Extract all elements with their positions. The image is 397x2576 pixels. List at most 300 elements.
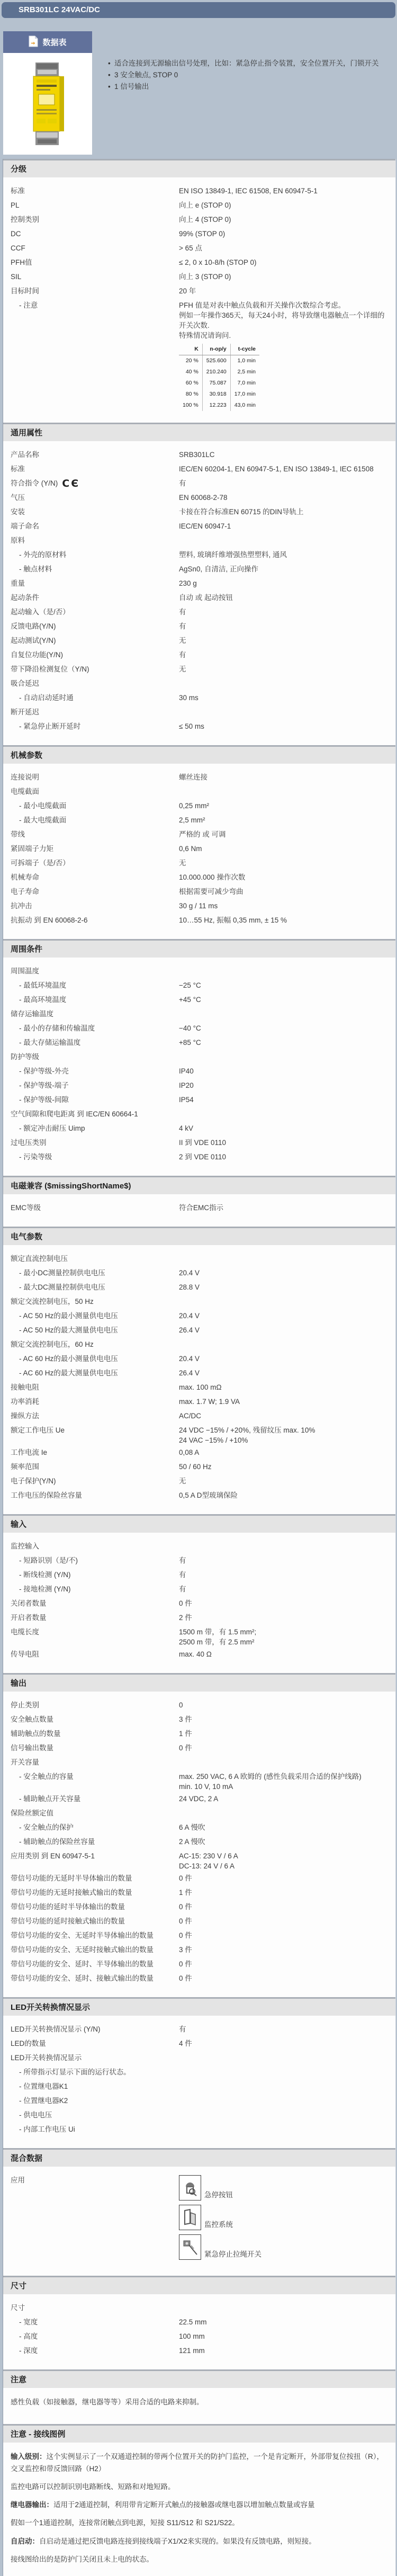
row-value: [179, 913, 395, 925]
spec-row: [3, 576, 395, 591]
row-label: - 最低环境温度: [19, 981, 67, 989]
spec-row: [3, 1309, 395, 1323]
bullet-item: • 适合连接到无源输出信号处理，比如：紧急停止指令装置，安全位置开关，门锁开关: [108, 58, 393, 69]
row-value: [179, 842, 395, 854]
spec-row: [3, 448, 395, 462]
spec-row: [3, 1423, 395, 1445]
row-value: [179, 1943, 395, 1955]
value-line: 2,5 mm²: [179, 816, 205, 824]
row-label: 过电压类别: [11, 1139, 47, 1147]
row-value: [179, 1366, 395, 1378]
spec-row: [3, 870, 395, 884]
value-line: −25 °C: [179, 981, 201, 989]
row-label: 工作电压的保险丝容量: [11, 1491, 82, 1499]
row-label: EMC等级: [11, 1204, 41, 1212]
value-line: 有: [179, 608, 186, 616]
row-label: 带信号功能的安全、无延时半导体输出的数量: [11, 1931, 154, 1939]
spec-row: [3, 1135, 395, 1150]
row-value: [179, 605, 395, 617]
section-header: 输出: [3, 1673, 395, 1692]
row-value: [179, 1755, 395, 1757]
row-value: [179, 1698, 395, 1710]
paragraph: 继电器输出：适用于2通道控制，利用带肯定断开式触点的接触器或继电器以增加触点数量或容量: [11, 2501, 315, 2509]
spec-row: [3, 1266, 395, 1280]
section-body: [3, 441, 395, 737]
section-body: [3, 1533, 395, 1665]
k-table-cell: 7,0 min: [230, 378, 259, 389]
row-value: [179, 1769, 395, 1792]
spec-row: [3, 2079, 395, 2094]
spec-row: [3, 842, 395, 856]
row-label: 接触电阻: [11, 1383, 39, 1391]
row-value: [179, 1712, 395, 1724]
row-value: [179, 1121, 395, 1133]
spec-row: [3, 1366, 395, 1380]
spec-row: [3, 1201, 395, 1215]
value-line: 26.4 V: [179, 1369, 200, 1377]
row-value: [179, 1093, 395, 1105]
row-label: 电缆截面: [11, 788, 39, 795]
spec-row: [3, 490, 395, 505]
spec-row: [3, 1849, 395, 1871]
spec-row: [3, 255, 395, 270]
row-value: [179, 1394, 395, 1407]
row-label: 安全触点数量: [11, 1715, 53, 1723]
value-line: PFH 值是对表中触点负载和开关操作次数综合考虑。: [179, 301, 346, 309]
row-value: [179, 1488, 395, 1500]
row-value: [179, 1201, 395, 1213]
spec-row: [3, 813, 395, 827]
row-label: PFH值: [11, 258, 32, 266]
row-label: 频率范围: [11, 1463, 39, 1471]
row-value: [179, 1135, 395, 1148]
row-value: [179, 1971, 395, 1983]
value-line: IEC/EN 60204-1, EN 60947-5-1, EN ISO 13849-1, IEC 61508: [179, 465, 374, 473]
spec-row: [3, 2051, 395, 2065]
row-label: 应用类别 到 EN 60947-5-1: [11, 1852, 95, 1860]
row-value: [179, 1568, 395, 1580]
row-label: - AC 50 Hz的最小测量供电电压: [19, 1312, 118, 1320]
value-line: 有: [179, 651, 186, 659]
value-line: 0 件: [179, 1744, 192, 1752]
row-label: - AC 50 Hz的最大测量供电电压: [19, 1326, 118, 1334]
value-line: 0 件: [179, 1903, 192, 1911]
row-label: - 深度: [19, 2347, 38, 2355]
spec-row: [3, 2022, 395, 2036]
row-label: 额定交流控制电压，60 Hz: [11, 1340, 94, 1348]
section-header: 注意: [3, 2369, 395, 2388]
row-label: - 最小DC测量控制供电电压: [19, 1269, 105, 1277]
k-table-cell: 20 %: [185, 357, 198, 364]
value-line: 自动 或 起动按钮: [179, 594, 233, 602]
row-label: 符合指令 (Y/N) CЄ: [11, 478, 80, 489]
row-value: [179, 241, 395, 253]
k-table-cell: 40 %: [185, 369, 198, 375]
value-line: 卡接在符合标准EN 60715 的DIN导轨上: [179, 508, 304, 516]
value-line: IP54: [179, 1096, 194, 1104]
value-line: 有: [179, 622, 186, 630]
spec-row: [3, 1914, 395, 1928]
spec-panel: [3, 159, 396, 2576]
monitoring-system-icon: [179, 2205, 201, 2230]
value-line: 0,08 A: [179, 1448, 200, 1456]
row-value: [179, 813, 395, 825]
value-line: +45 °C: [179, 996, 201, 1004]
row-label: 断开延迟: [11, 708, 39, 716]
section-header: 机械参数: [3, 745, 395, 764]
row-label: 防护等级: [11, 1053, 39, 1061]
row-label: 产品名称: [11, 451, 39, 459]
row-value: [179, 1474, 395, 1486]
row-label: - 最小电缆截面: [19, 802, 67, 810]
row-label: 应用: [11, 2176, 25, 2184]
value-line: 0 件: [179, 1960, 192, 1968]
value-line: IP40: [179, 1067, 194, 1075]
row-label: DC: [11, 230, 21, 238]
spec-row: [3, 1596, 395, 1611]
section-body: [3, 2167, 395, 2267]
datasheet-card-title: 数据表: [42, 38, 67, 47]
row-value: [179, 2122, 395, 2124]
row-label: 抗振动 到 EN 60068-2-6: [11, 916, 88, 924]
row-value: [179, 992, 395, 1005]
row-label: - 位置继电器K2: [19, 2097, 68, 2105]
spec-row: [3, 1488, 395, 1502]
value-line: 22.5 mm: [179, 2318, 207, 2326]
row-value: [179, 705, 395, 707]
spec-row: [3, 1806, 395, 1820]
spec-row: [3, 533, 395, 548]
spec-row: [3, 298, 395, 411]
spec-row: [3, 913, 395, 927]
spec-row: [3, 2301, 395, 2315]
row-value: [179, 964, 395, 966]
value-line: 向上 3 (STOP 0): [179, 273, 231, 281]
value-line: 10…55 Hz, 振幅 0,35 mm, ± 15 %: [179, 916, 287, 924]
value-line: 28.8 V: [179, 1283, 200, 1291]
bullet-list: [92, 31, 397, 155]
application-icon-caption: 监控系统: [204, 2221, 233, 2229]
row-label: 周围温度: [11, 967, 39, 975]
spec-row: [3, 719, 395, 734]
row-label: 开关容量: [11, 1758, 39, 1766]
k-table-cell: 17,0 min: [230, 389, 259, 400]
value-line: 6 A 慢吹: [179, 1823, 205, 1831]
spec-row: [3, 462, 395, 476]
row-value: [179, 1078, 395, 1090]
value-line: 0 件: [179, 1931, 192, 1939]
spec-row: [3, 662, 395, 676]
row-label: - 安全触点的保护: [19, 1823, 74, 1831]
datasheet-icon: [29, 35, 38, 49]
k-table: [179, 344, 259, 411]
datasheet-card-header: [3, 31, 92, 53]
spec-row: [3, 619, 395, 633]
row-label: SIL: [11, 273, 22, 281]
row-label: 带信号功能的安全、延时、半导体输出的数量: [11, 1960, 154, 1968]
row-value: [179, 856, 395, 868]
spec-row: [3, 2094, 395, 2108]
spec-row: [3, 519, 395, 533]
value-line: > 65 点: [179, 244, 202, 252]
value-line: max. 100 mΩ: [179, 1383, 222, 1391]
paragraph: 感性负载（如接触器，继电器等等）采用合适的电路来抑制。: [11, 2398, 204, 2406]
k-table-cell: 1,0 min: [230, 355, 259, 367]
spec-row: [3, 1294, 395, 1309]
row-label: 自复位功能(Y/N): [11, 651, 63, 659]
spec-row: [3, 884, 395, 899]
spec-row: [3, 1007, 395, 1021]
product-image: [3, 53, 92, 155]
spec-row: [3, 184, 395, 198]
value-line: 0 件: [179, 1974, 192, 1982]
value-line: 有: [179, 1571, 186, 1579]
spec-row: [3, 1698, 395, 1712]
row-value: [179, 1582, 395, 1594]
row-label: - 最高环境温度: [19, 996, 67, 1004]
ce-mark-icon: CЄ: [62, 478, 80, 489]
row-value: [179, 1871, 395, 1883]
spec-row: [3, 1900, 395, 1914]
row-label: 电子寿命: [11, 888, 39, 896]
value-line: 0,5 A D型玻璃保险: [179, 1491, 238, 1499]
k-table-cell: 75.087: [202, 378, 230, 389]
row-value: [179, 676, 395, 678]
row-value: [179, 1553, 395, 1566]
value-line: 20.4 V: [179, 1312, 200, 1320]
row-label: 起动输入（是/否）: [11, 608, 70, 616]
spec-row: [3, 1380, 395, 1394]
spec-row: [3, 241, 395, 255]
section-body: [3, 1245, 395, 1506]
value-line: 0 件: [179, 1917, 192, 1925]
k-table-header: t-cycle: [230, 344, 259, 355]
row-label: 安装: [11, 508, 25, 516]
emergency-stop-button-icon: [179, 2175, 201, 2201]
paragraph-lead: 继电器输出：: [11, 2501, 53, 2509]
spec-row: [3, 2036, 395, 2051]
row-value: [179, 2173, 395, 2264]
row-label: - 自动启动延时通: [19, 694, 74, 702]
spec-row: [3, 1769, 395, 1792]
row-label: 原料: [11, 536, 25, 544]
value-line: 3 件: [179, 1946, 192, 1954]
row-label: 辅助触点的数量: [11, 1730, 61, 1738]
row-label: - 辅助触点开关容量: [19, 1795, 81, 1803]
k-table-cell: 210.240: [202, 366, 230, 378]
spec-row: [3, 2173, 395, 2264]
row-label: - 触点材料: [19, 565, 52, 573]
row-value: [179, 2036, 395, 2049]
value-line: 无: [179, 637, 186, 645]
paragraph: 监控电路可以控制识别电路断线、短路和对地短路。: [11, 2482, 175, 2491]
row-label: 吸合延迟: [11, 679, 39, 687]
spec-row: [3, 1021, 395, 1035]
value-line: 根据需要可减少弯曲: [179, 888, 243, 896]
row-value: [179, 1539, 395, 1541]
row-label: 可拆端子（是/否）: [11, 859, 70, 867]
row-label: - 保护等级-外壳: [19, 1067, 69, 1075]
row-value: [179, 212, 395, 225]
application-icon-caption: 紧急停止拉绳开关: [204, 2250, 261, 2258]
spec-row: [3, 1460, 395, 1474]
spec-row: [3, 633, 395, 648]
row-label: - 最小的存储和传输温度: [19, 1024, 95, 1032]
paragraph: 接线图给出的是防护门关闭且未上电的状态。: [11, 2555, 154, 2563]
row-label: LED开关转换情况显示 (Y/N): [11, 2025, 101, 2033]
value-line: 1 件: [179, 1730, 192, 1738]
row-value: [179, 1266, 395, 1278]
application-icon-caption: 急停按钮: [204, 2191, 233, 2199]
application-icon-item: [179, 2234, 389, 2260]
row-value: [179, 1280, 395, 1292]
row-label: 带下降沿检测复位（Y/N): [11, 665, 89, 673]
value-line: 4 kV: [179, 1124, 194, 1132]
row-value: [179, 298, 395, 411]
row-value: [179, 1445, 395, 1457]
row-label: 传导电阻: [11, 1650, 39, 1658]
value-line: 无: [179, 1477, 186, 1485]
application-icon-item: [179, 2175, 389, 2201]
row-value: [179, 633, 395, 646]
spec-row: [3, 856, 395, 870]
row-label: - 内部工作电压 Ui: [19, 2125, 75, 2133]
value-line: SRB301LC: [179, 451, 215, 459]
row-value: [179, 1460, 395, 1472]
spec-row: [3, 1409, 395, 1423]
spec-row: [3, 591, 395, 605]
k-table-cell: 525.600: [202, 355, 230, 367]
row-value: [179, 1596, 395, 1608]
row-value: [179, 2344, 395, 2356]
row-label: - 保护等级-间隙: [19, 1096, 69, 1104]
spec-row: [3, 1971, 395, 1985]
spec-row: [3, 1107, 395, 1121]
spec-row: [3, 1835, 395, 1849]
row-value: [179, 1409, 395, 1421]
row-label: 端子命名: [11, 522, 39, 530]
row-label: - 断线检测 (Y/N): [19, 1571, 71, 1579]
spec-row: [3, 1741, 395, 1755]
row-value: [179, 576, 395, 588]
row-label: 电子保护(Y/N): [11, 1477, 56, 1485]
row-label: - 注意: [19, 301, 38, 309]
spec-row: [3, 1474, 395, 1488]
spec-row: [3, 770, 395, 784]
row-label: 电缆长度: [11, 1628, 39, 1636]
k-table-row: [179, 378, 259, 389]
spec-row: [3, 2108, 395, 2122]
section-body: [3, 2388, 395, 2416]
row-value: [179, 1914, 395, 1926]
row-value: [179, 548, 395, 560]
value-line: 3 件: [179, 1715, 192, 1723]
value-line: 2500 m 带，有 2.5 mm²: [179, 1638, 255, 1646]
spec-row: [3, 284, 395, 298]
row-value: [179, 1007, 395, 1009]
value-line: EN ISO 13849-1, IEC 61508, EN 60947-5-1: [179, 187, 318, 195]
value-line: 无: [179, 665, 186, 673]
k-table-row: [179, 400, 259, 411]
row-value: [179, 799, 395, 811]
value-line: 24 VDC −15% / +20%, 残留纹压 max. 10%: [179, 1426, 315, 1434]
row-value: [179, 2051, 395, 2053]
row-value: [179, 1820, 395, 1832]
section-header: 混合数据: [3, 2148, 395, 2167]
row-label: 关闭者数量: [11, 1599, 47, 1607]
section-header: LED开关转换情况显示: [3, 1997, 395, 2016]
value-line: 2 件: [179, 1614, 192, 1622]
spec-row: [3, 799, 395, 813]
spec-row: [3, 1553, 395, 1568]
row-value: [179, 1380, 395, 1392]
k-table-header: n-op/y: [202, 344, 230, 355]
spec-row: [3, 2315, 395, 2329]
row-value: [179, 1741, 395, 1753]
value-line: 0: [179, 1701, 183, 1709]
value-line: +85 °C: [179, 1039, 201, 1046]
spec-row: [3, 1323, 395, 1337]
row-value: [179, 691, 395, 703]
row-label: - 辅助触点的保险丝容量: [19, 1838, 95, 1846]
spec-row: [3, 691, 395, 705]
value-line: II 到 VDE 0110: [179, 1139, 227, 1147]
section-header: 注意 - 接线图例: [3, 2424, 395, 2443]
row-value: [179, 1928, 395, 1940]
row-value: [179, 519, 395, 531]
spec-row: [3, 476, 395, 490]
k-table-cell: 60 %: [185, 380, 198, 386]
section-body: [3, 1194, 395, 1218]
row-label: 额定工作电压 Ue: [11, 1426, 65, 1434]
row-value: [179, 899, 395, 911]
row-value: [179, 490, 395, 503]
row-label: - 最大DC测量控制供电电压: [19, 1283, 105, 1291]
section-body: [3, 2294, 395, 2361]
spec-row: [3, 1712, 395, 1727]
row-value: [179, 184, 395, 196]
value-line: 20 年: [179, 287, 196, 295]
row-value: [179, 2094, 395, 2096]
row-label: - 污染等级: [19, 1153, 52, 1161]
row-value: [179, 1806, 395, 1808]
spec-row: [3, 705, 395, 719]
spec-row: [3, 648, 395, 662]
row-value: [179, 1727, 395, 1739]
k-table-cell: 30.918: [202, 389, 230, 400]
spec-row: [3, 1647, 395, 1661]
row-label: 带信号功能的延时半导体输出的数量: [11, 1903, 125, 1911]
row-value: [179, 648, 395, 660]
value-line: 50 / 60 Hz: [179, 1463, 212, 1471]
row-label: 抗冲击: [11, 902, 32, 910]
k-table-header-row: [179, 344, 259, 355]
spec-row: [3, 1539, 395, 1553]
paragraph: 自启动：自启动是通过把反馈电路连接到接线端子X1/X2来实现的。如果没有反馈电路，则短接。: [11, 2537, 316, 2545]
k-table-cell: 80 %: [185, 391, 198, 397]
row-label: PL: [11, 201, 20, 209]
paragraph: 输入级别：这个实例显示了一个双通道控制的带两个位置开关的防护门监控，一个是肯定断开，外部带复位按扭（R），交叉监控和带反馈回路（H2）: [11, 2453, 384, 2473]
row-label: - 紧急停止断开延时: [19, 722, 81, 730]
row-value: [179, 770, 395, 782]
spec-row: [3, 1280, 395, 1294]
value-line: 有: [179, 1585, 186, 1593]
row-value: [179, 2329, 395, 2341]
bullet-item: • 1 信号输出: [108, 81, 393, 93]
section-header: 周围条件: [3, 939, 395, 958]
spec-row: [3, 1928, 395, 1943]
row-value: [179, 978, 395, 990]
